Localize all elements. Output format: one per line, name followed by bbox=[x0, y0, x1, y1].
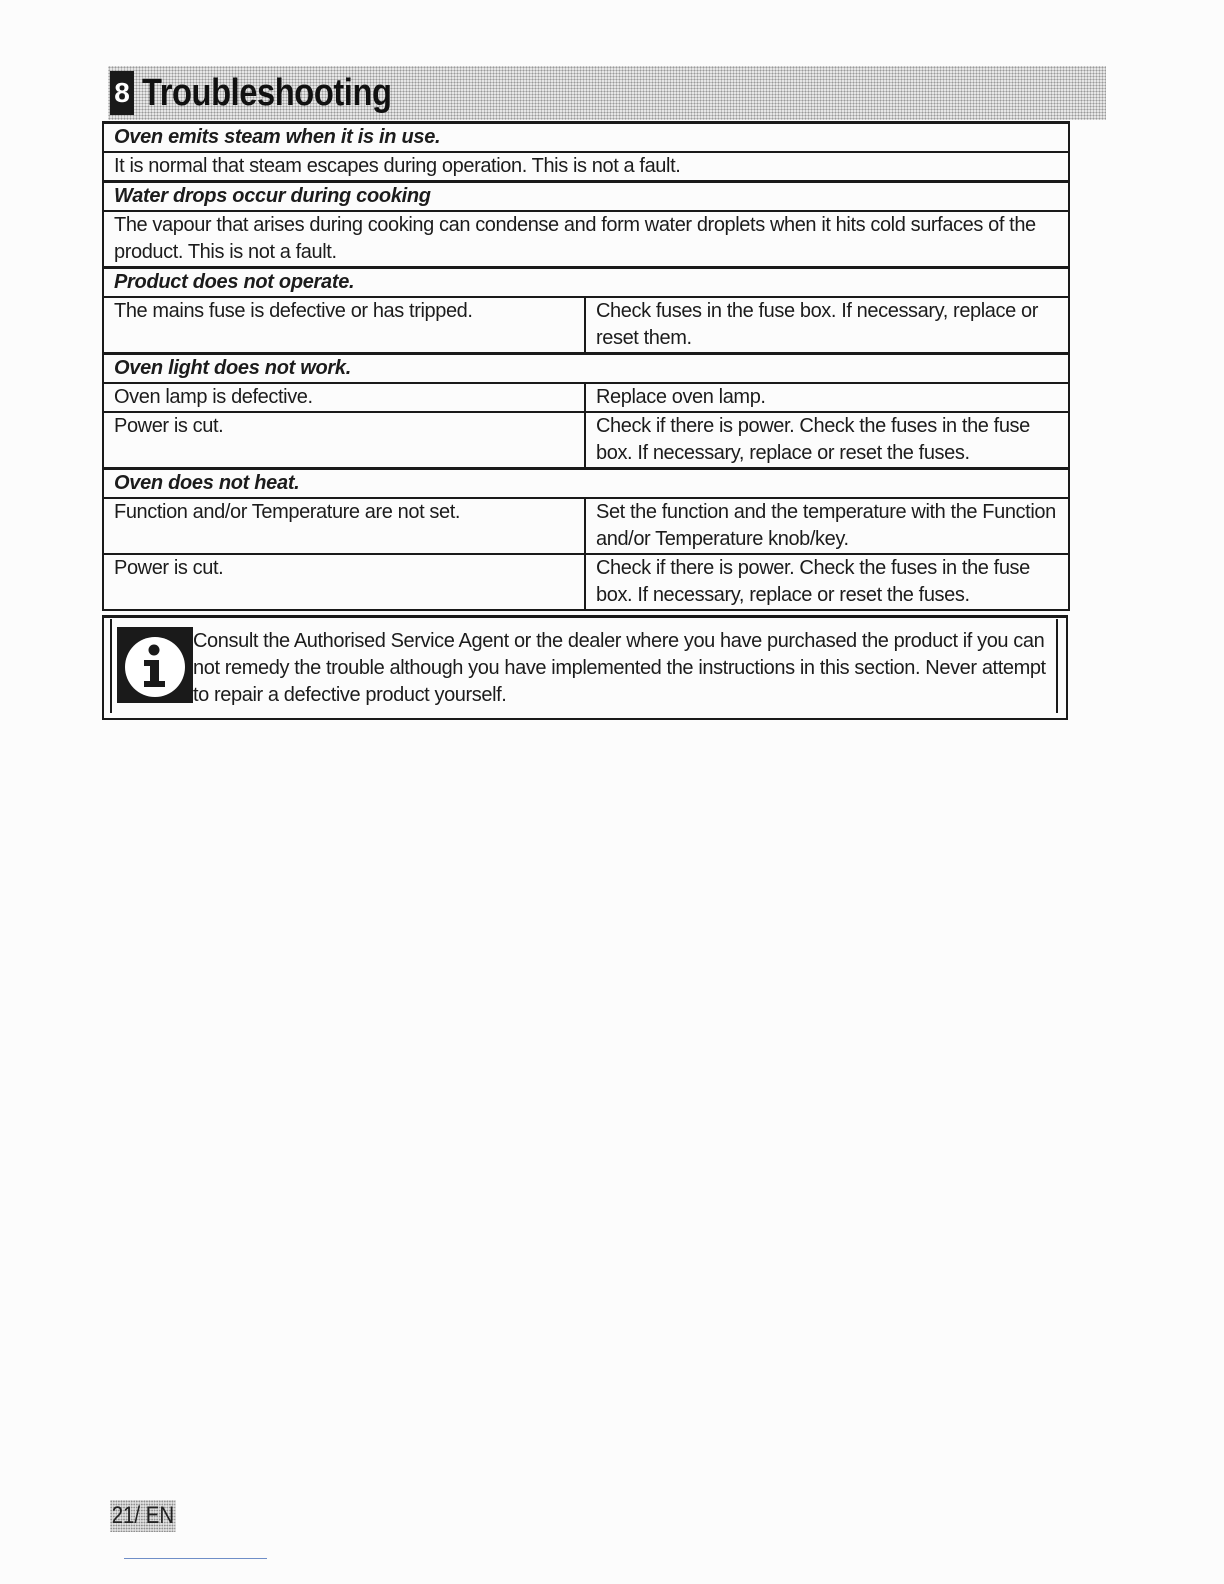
problem-row bbox=[103, 123, 1069, 153]
footer-rule bbox=[124, 1558, 267, 1559]
cause-text: Function and/or Temperature are not set. bbox=[103, 498, 585, 554]
solution-text: It is normal that steam escapes during operation. This is not a fault. bbox=[103, 152, 1069, 182]
problem-heading: Oven does not heat. bbox=[103, 469, 1069, 499]
cause-text: Power is cut. bbox=[103, 554, 585, 610]
solution-text: The vapour that arises during cooking can condense and form water droplets when it hits cold surfaces of the product. This is not a fault. bbox=[103, 211, 1069, 268]
page-title: Troubleshooting bbox=[142, 72, 392, 114]
info-note-text: Consult the Authorised Service Agent or the dealer where you have purchased the product if you can not remedy the trouble although you have implemented the instructions in this section. Never attempt to repair a defective product yourself. bbox=[193, 630, 1046, 706]
section-number-badge: 8 bbox=[110, 71, 134, 115]
remedy-text: Set the function and the temperature with the Function and/or Temperature knob/key. bbox=[585, 498, 1069, 554]
solution-row bbox=[103, 211, 1069, 268]
problem-heading: Oven emits steam when it is in use. bbox=[103, 123, 1069, 153]
problem-heading: Water drops occur during cooking bbox=[103, 182, 1069, 212]
problem-heading: Oven light does not work. bbox=[103, 354, 1069, 384]
cause-row bbox=[103, 498, 1069, 554]
solution-row bbox=[103, 152, 1069, 182]
cause-row bbox=[103, 412, 1069, 469]
cause-text: Power is cut. bbox=[103, 412, 585, 469]
problem-row bbox=[103, 354, 1069, 384]
problem-row bbox=[103, 469, 1069, 499]
remedy-text: Check fuses in the fuse box. If necessary, replace or reset them. bbox=[585, 297, 1069, 354]
remedy-text: Check if there is power. Check the fuses in the fuse box. If necessary, replace or reset the fuses. bbox=[585, 412, 1069, 469]
remedy-text: Check if there is power. Check the fuses in the fuse box. If necessary, replace or reset the fuses. bbox=[585, 554, 1069, 610]
problem-heading: Product does not operate. bbox=[103, 268, 1069, 298]
page-number: 21/ EN bbox=[110, 1500, 176, 1532]
cause-text: The mains fuse is defective or has tripped. bbox=[103, 297, 585, 354]
info-icon bbox=[117, 627, 193, 703]
cause-row bbox=[103, 297, 1069, 354]
troubleshooting-table bbox=[102, 121, 1070, 611]
cause-row bbox=[103, 554, 1069, 610]
problem-row bbox=[103, 268, 1069, 298]
cause-row bbox=[103, 383, 1069, 412]
cause-text: Oven lamp is defective. bbox=[103, 383, 585, 412]
problem-row bbox=[103, 182, 1069, 212]
remedy-text: Replace oven lamp. bbox=[585, 383, 1069, 412]
